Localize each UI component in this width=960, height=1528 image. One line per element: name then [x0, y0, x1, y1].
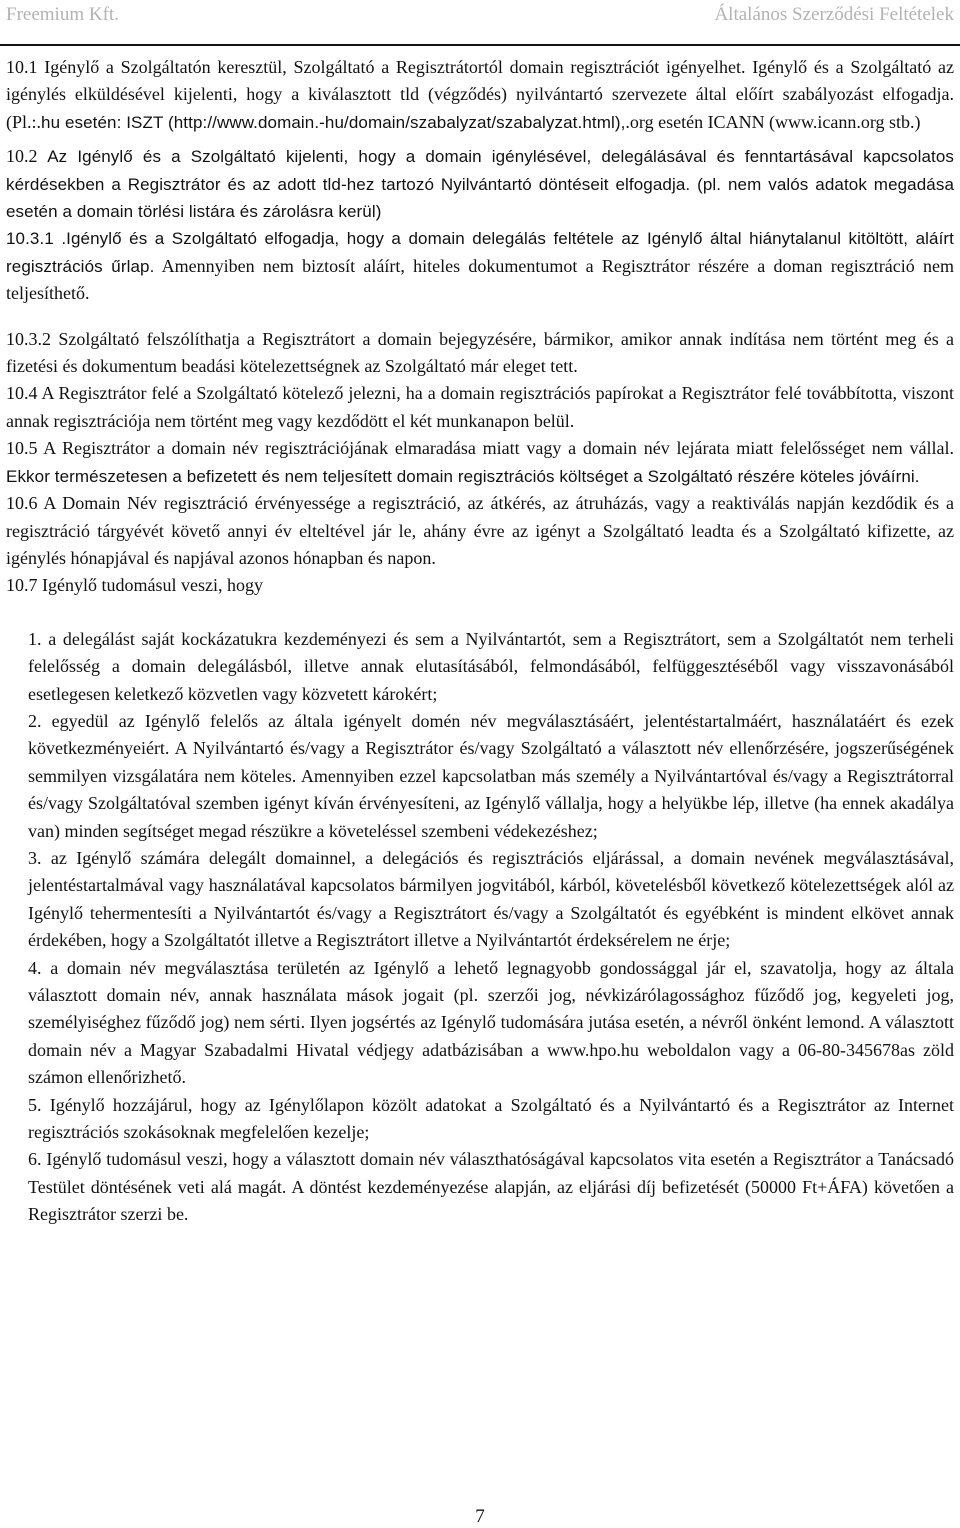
- list-item: 2. egyedül az Igénylő felelős az általa igényelt domén név megválasztásáért, jelentéstartalmáért, használatáért és ezek következményeiért. A Nyilvántartó és/vagy a Regisztrátor és/vagy Szolgáltató a választott név ellenőrzésére, jogszerűségének semmilyen vizsgálatára nem köteles. Amennyiben ezzel kapcsolatban más személy a Nyilvántartóval és/vagy a Regisztrátorral és/vagy Szolgáltatóval szemben igényt kíván érvényesíteni, az Igénylő vállalja, hogy a helyükbe lép, illetve (ha ennek akadálya van) minden segítséget megad részükre a követeléssel szembeni védekezéshez;: [28, 710, 954, 841]
- list-item: 3. az Igénylő számára delegált domainnel, a delegációs és regisztrációs eljárással, a domain nevének megválasztásával, jelentéstartalmával vagy használatával kapcsolatos bármilyen jogvitából, kárból, követelésből következő kötelezettségek alól az Igénylő tehermentesíti a Nyilvántartót és/vagy a Regisztrátort és/vagy a Szolgáltatót és egyébként is mindent elkövet annak érdekében, hogy a Szolgáltatót illetve a Regisztrátort illetve a Nyilvántartót érdeksérelem ne érje;: [28, 847, 954, 951]
- document-body: [6, 54, 954, 1229]
- paragraph-10-3-1-text-b: Amennyiben nem biztosít aláírt, hiteles dokumentumot a Regisztrátor részére a doman regisztráció nem teljesíthető.: [6, 255, 954, 304]
- paragraph-10-7: 10.7 Igénylő tudomásul veszi, hogy: [6, 575, 263, 596]
- paragraph-10-2-text: Az Igénylő és a Szolgáltató kijelenti, hogy a domain igénylésével, delegálásával és fenntartásával kapcsolatos kérdésekben a Regisztrátor és az adott tld-hez tartozó Nyilvántartó döntéseit elfogadja. (pl. nem valós adatok megadása esetén a domain törlési listára és zárolásra kerül): [6, 147, 955, 222]
- paragraph-10-2: [6, 143, 954, 225]
- paragraph-10-3-2: 10.3.2 Szolgáltató felszólíthatja a Regisztrátort a domain bejegyzésére, bármikor, amikor annak indítása nem történt meg és a fizetési és dokumentum beadási kötelezettségnek az Szolgáltató már eleget tett.: [6, 328, 954, 377]
- paragraph-10-6: 10.6 A Domain Név regisztráció érvényessége a regisztráció, az átkérés, az átruházás, vagy a reaktiválás napján kezdődik és a regisztráció tárgyévét követő annyi év elteltével jár le, ahány évre az igényt a Szolgáltató leadta és a Szolgáltató kifizette, az igénylés hónapjával és napjával azonos hónapban és napon.: [6, 493, 954, 568]
- page-number: 7: [475, 1506, 485, 1527]
- document-title: Általános Szerződési Feltételek: [714, 4, 954, 25]
- page-header: [6, 4, 954, 32]
- list-item: 5. Igénylő hozzájárul, hogy az Igénylőlapon közölt adatokat a Szolgáltató és a Nyilvántartó és a Regisztrátor az Internet regisztrációs szokásoknak megfelelően kezelje;: [28, 1094, 954, 1143]
- paragraph-10-1-hu-rule: hu esetén: ISZT (http://www.domain.-hu/domain/szabalyzat/szabalyzat.html),: [41, 112, 626, 132]
- paragraph-10-3-1-text-a: 10.3.1 .Igénylő és a Szolgáltató elfogadja, hogy a domain delegálás feltétele az Igénylő által hiánytalanul kitöltött, aláírt regisztrációs űrlap.: [6, 229, 954, 276]
- paragraph-10-5-text-b: Ekkor természetesen a befizetett és nem teljesített domain regisztrációs költséget a Szolgáltató részére köteles jóváírni.: [6, 466, 920, 486]
- header-rule: [0, 44, 960, 46]
- company-name: Freemium Kft.: [6, 4, 119, 25]
- list-item: 1. a delegálást saját kockázatukra kezdeményezi és sem a Nyilvántartót, sem a Regisztrátort, sem a Szolgáltatót nem terheli felelősség a domain delegálásból, illetve annak elutasításából, felmondásából, felfüggesztéséből vagy visszavonásából esetlegesen keletkező közvetlen vagy közvetett károkért;: [28, 628, 954, 704]
- paragraph-10-1-text: 10.1 Igénylő a Szolgáltatón keresztül, Szolgáltató a Regisztrátortól domain regisztrációt igényelhet. Igénylő és a Szolgáltató az igénylés elküldésével kijelenti, hogy a kiválasztott tld (végződés) nyilvántartó szervezete által előírt szabályozást elfogadja. (Pl.:.: [6, 57, 954, 132]
- paragraph-10-5-text-a: 10.5 A Regisztrátor a domain név regisztrációjának elmaradása miatt vagy a domain név lejárata miatt felelősséget nem vállal.: [6, 438, 954, 459]
- list-item: 4. a domain név megválasztása területén az Igénylő a lehető legnagyobb gondossággal jár el, szavatolja, hogy az általa választott domain név, annak használata mások jogait (pl. szerzői jog, névkizárólagossághoz fűződő jog, kegyeleti jog, személyiséghez fűződő jog) nem sérti. Ilyen jogsértés az Igénylő tudomására jutása esetén, a névről önként lemond. A választott domain név a Magyar Szabadalmi Hivatal védjegy adatbázisában a www.hpo.hu weboldalon vagy a 06-80-345678as zöld számon ellenőrizhető.: [28, 957, 954, 1088]
- paragraph-10-3-1: [6, 225, 954, 307]
- paragraph-10-4: 10.4 A Regisztrátor felé a Szolgáltató kötelező jelezni, ha a domain regisztrációs papírokat a Regisztrátor felé továbbította, viszont annak regisztrációja nem történt meg vagy kezdődött el két munkanapon belül.: [6, 383, 954, 431]
- paragraph-10-1: [6, 54, 954, 136]
- list-item: 6. Igénylő tudomásul veszi, hogy a választott domain név választhatóságával kapcsolatos vita esetén a Regisztrátor a Tanácsadó Testület döntésének veti alá magát. A döntést kezdeményezése alapján, az eljárási díj befizetését (50000 Ft+ÁFA) követően a Regisztrátor szerzi be.: [28, 1149, 954, 1225]
- paragraph-10-2-number: 10.2: [6, 146, 48, 167]
- paragraph-10-1-org-rule: .org esetén ICANN (www.icann.org stb.): [625, 111, 921, 132]
- paragraph-10-5: [6, 435, 954, 490]
